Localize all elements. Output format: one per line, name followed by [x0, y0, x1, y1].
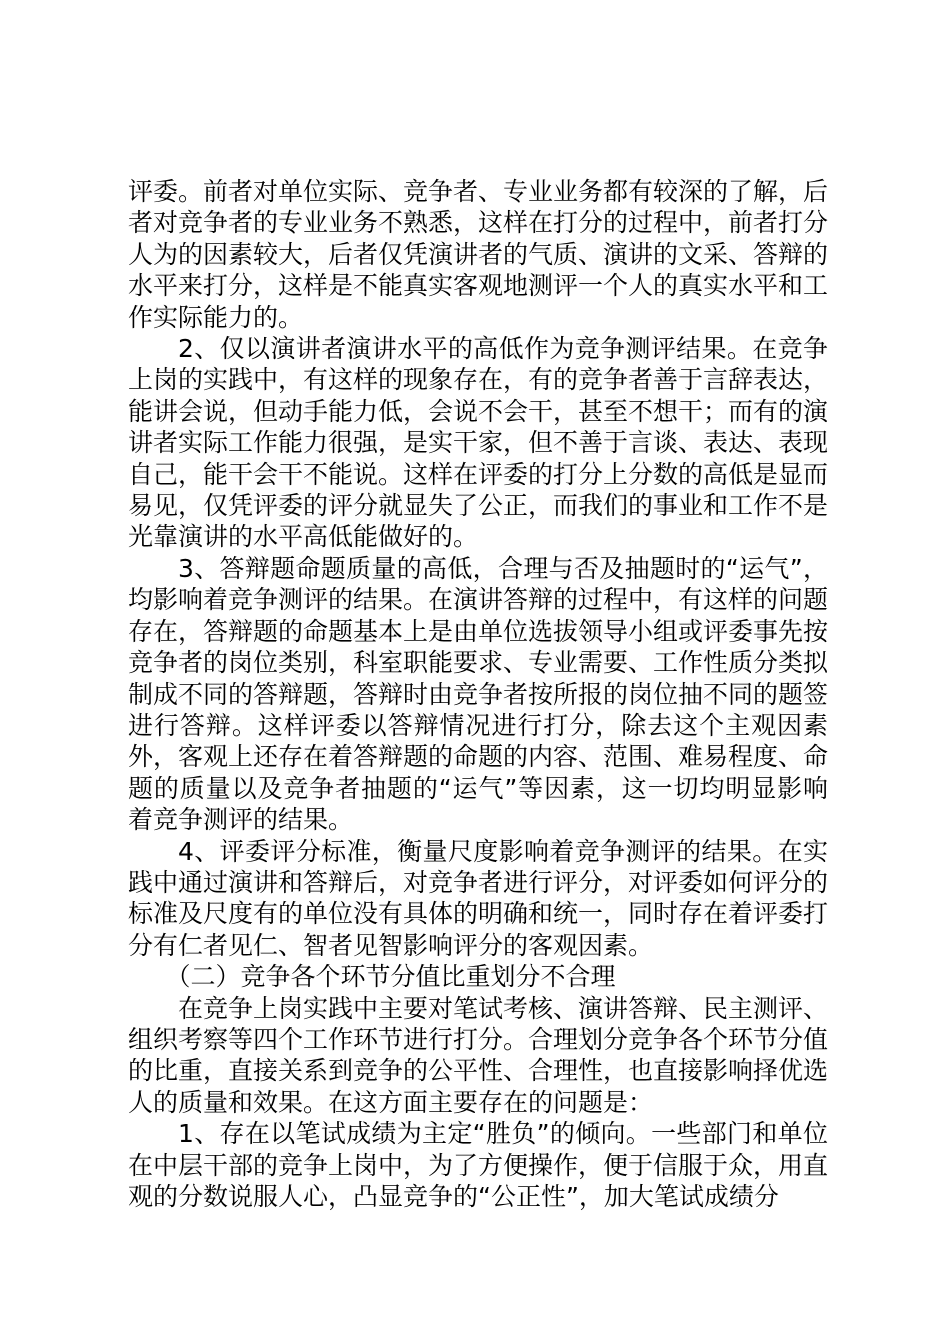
document-body — [128, 176, 828, 1212]
paragraph-section-intro: 在竞争上岗实践中主要对笔试考核、演讲答辩、民主测评、组织考察等四个工作环节进行打分。合理划分竞争各个环节分值的比重，直接关系到竞争的公平性、合理性，也直接影响择优选人的质量和效果。在这方面主要存在的问题是： — [128, 993, 829, 1117]
paragraph-point-1: 1、存在以笔试成绩为主定“胜负”的倾向。一些部门和单位在中层干部的竞争上岗中，为了方便操作，便于信服于众，用直观的分数说服人心，凸显竞争的“公正性”，加大笔试成绩分 — [128, 1119, 829, 1211]
paragraph-continuation: 评委。前者对单位实际、竞争者、专业业务都有较深的了解，后者对竞争者的专业业务不熟悉，这样在打分的过程中，前者打分人为的因素较大，后者仅凭演讲者的气质、演讲的文采、答辩的水平来打分，这样是不能真实客观地测评一个人的真实水平和工作实际能力的。 — [128, 177, 829, 332]
section-heading-2: （二）竞争各个环节分值比重划分不合理 — [165, 962, 616, 992]
paragraph-point-2: 2、仅以演讲者演讲水平的高低作为竞争测评结果。在竞争上岗的实践中，有这样的现象存在，有的竞争者善于言辞表达，能讲会说，但动手能力低，会说不会干，甚至不想干；而有的演讲者实际工作能力很强，是实干家，但不善于言谈、表达、表现自己，能干会干不能说。这样在评委的打分上分数的高低是显而易见，仅凭评委的评分就显失了公正，而我们的事业和工作不是光靠演讲的水平高低能做好的。 — [128, 334, 829, 552]
paragraph-point-3: 3、答辩题命题质量的高低，合理与否及抽题时的“运气”，均影响着竞争测评的结果。在演讲答辩的过程中，有这样的问题存在，答辩题的命题基本上是由单位选拔领导小组或评委事先按竞争者的岗位类别，科室职能要求、专业需要、工作性质分类拟制成不同的答辩题，答辩时由竞争者按所报的岗位抽不同的题签进行答辩。这样评委以答辩情况进行打分，除去这个主观因素外，客观上还存在着答辩题的命题的内容、范围、难易程度、命题的质量以及竞争者抽题的“运气”等因素，这一切均明显影响着竞争测评的结果。 — [128, 553, 829, 835]
paragraph-point-4: 4、评委评分标准，衡量尺度影响着竞争测评的结果。在实践中通过演讲和答辩后，对竞争者进行评分，对评委如何评分的标准及尺度有的单位没有具体的明确和统一，同时存在着评委打分有仁者见仁、智者见智影响评分的客观因素。 — [128, 836, 829, 960]
